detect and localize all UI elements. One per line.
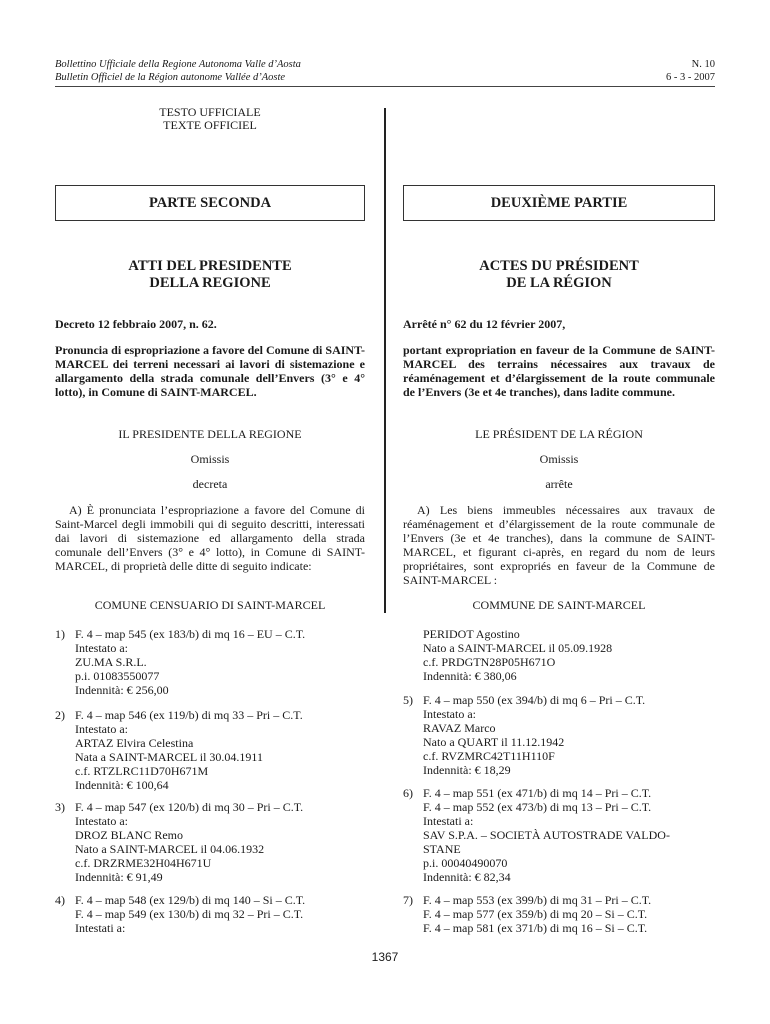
verb-right: arrête: [545, 477, 573, 491]
parcel-line: F. 4 – map 577 (ex 359/b) di mq 20 – Si – C.T.: [423, 907, 648, 921]
issue-date: 6 - 3 - 2007: [666, 72, 715, 83]
parcel-item: [403, 893, 715, 935]
parcel-line: c.f. RTZLRC11D70H671M: [75, 764, 209, 778]
decree-heading-left: Decreto 12 febbraio 2007, n. 62.: [55, 317, 217, 331]
parcel-item: [55, 800, 365, 884]
parcel-line: F. 4 – map 545 (ex 183/b) di mq 16 – EU – C.T.: [75, 627, 306, 641]
part-box-left: PARTE SECONDA: [55, 185, 365, 221]
official-text-label: [55, 106, 365, 132]
parcel-line: Intestato a:: [423, 707, 476, 721]
parcel-owner-continuation: [403, 627, 715, 683]
section-title-right-1: ACTES DU PRÉSIDENT: [479, 258, 639, 274]
authority-left: IL PRESIDENTE DELLA REGIONE: [118, 427, 302, 441]
parcel-item: [403, 693, 715, 777]
parcel-line: Indennità: € 82,34: [423, 870, 511, 884]
parcel-line: F. 4 – map 548 (ex 129/b) di mq 140 – Si – C.T.: [75, 893, 306, 907]
parcel-line: F. 4 – map 546 (ex 119/b) di mq 33 – Pri – C.T.: [75, 708, 303, 722]
section-title-right-2: DE LA RÉGION: [506, 275, 612, 291]
parcel-line: F. 4 – map 550 (ex 394/b) di mq 6 – Pri – C.T.: [423, 693, 646, 707]
authority-right: LE PRÉSIDENT DE LA RÉGION: [475, 427, 643, 441]
parcel-line: Intestato a:: [75, 814, 128, 828]
omissis-left: Omissis: [190, 452, 230, 466]
omissis-right: Omissis: [539, 452, 579, 466]
parcel-line: Nato a SAINT-MARCEL il 05.09.1928: [423, 641, 613, 655]
parcel-line: RAVAZ Marco: [423, 721, 496, 735]
parcel-line: c.f. DRZRME32H04H671U: [75, 856, 212, 870]
parcel-line: PERIDOT Agostino: [423, 627, 520, 641]
section-title-right: [403, 258, 715, 292]
parcel-line: F. 4 – map 553 (ex 399/b) di mq 31 – Pri – C.T.: [423, 893, 652, 907]
parcel-line: c.f. PRDGTN28P05H671O: [423, 655, 556, 669]
bulletin-title-fr: Bulletin Officiel de la Région autonome Vallée d’Aoste: [55, 72, 286, 83]
parcel-number: 3): [55, 800, 65, 814]
parcel-number: 5): [403, 693, 413, 707]
parcel-line: F. 4 – map 549 (ex 130/b) di mq 32 – Pri – C.T.: [75, 907, 304, 921]
parcel-item: [55, 627, 365, 697]
issue-number: N. 10: [691, 59, 715, 70]
parcel-line: DROZ BLANC Remo: [75, 828, 183, 842]
part-box-right: DEUXIÈME PARTIE: [403, 185, 715, 221]
parcel-line: STANE: [423, 842, 461, 856]
parcel-line: Indennità: € 100,64: [75, 778, 169, 792]
page-number: 1367: [371, 950, 399, 964]
parcel-line: Nato a QUART il 11.12.1942: [423, 735, 565, 749]
parcel-number: 1): [55, 627, 65, 641]
parcel-line: Indennità: € 380,06: [423, 669, 517, 683]
census-heading-left: COMUNE CENSUARIO DI SAINT-MARCEL: [94, 598, 326, 612]
column-divider: [384, 108, 386, 613]
section-title-left: [55, 258, 365, 292]
parcel-item: [55, 893, 365, 935]
parcel-line: ARTAZ Elvira Celestina: [75, 736, 194, 750]
verb-left: decreta: [192, 477, 228, 491]
parcel-item: [55, 708, 365, 792]
parcel-line: F. 4 – map 551 (ex 471/b) di mq 14 – Pri – C.T.: [423, 786, 652, 800]
parcel-line: Indennità: € 91,49: [75, 870, 163, 884]
census-heading-right: COMMUNE DE SAINT-MARCEL: [472, 598, 646, 612]
paragraph-a-right: A) Les biens immeubles nécessaires aux travaux de réaménagement et d’élargissement de la route communale de l’Envers (3e et 4e tranches), dans la commune de SAINT-MARCEL, et figurant ci-après, en regard du nom de leurs propriétaires, sont expropriés en faveur de la Commune de SAINT-MARCEL :: [403, 503, 715, 587]
parcel-line: Indennità: € 256,00: [75, 683, 169, 697]
bulletin-title-it: Bollettino Ufficiale della Regione Autonoma Valle d’Aosta: [55, 59, 301, 70]
parcel-line: p.i. 01083550077: [75, 669, 160, 683]
bulletin-title: [55, 58, 301, 84]
parcel-line: Intestato a:: [75, 641, 128, 655]
parcel-line: Intestato a:: [75, 722, 128, 736]
parcel-line: Intestati a:: [423, 814, 474, 828]
parcel-line: Nata a SAINT-MARCEL il 30.04.1911: [75, 750, 263, 764]
decree-heading-right: Arrêté n° 62 du 12 février 2007,: [403, 317, 566, 331]
parcel-line: ZU.MA S.R.L.: [75, 655, 147, 669]
section-title-left-2: DELLA REGIONE: [149, 275, 271, 291]
parcel-line: F. 4 – map 552 (ex 473/b) di mq 13 – Pri – C.T.: [423, 800, 652, 814]
issue-info: [666, 58, 715, 84]
parcel-line: Indennità: € 18,29: [423, 763, 511, 777]
testo-ufficiale: TESTO UFFICIALE: [159, 105, 261, 119]
parcel-line: SAV S.P.A. – SOCIETÀ AUTOSTRADE VALDO-: [423, 828, 670, 842]
parcel-line: Intestati a:: [75, 921, 126, 935]
decree-summary-left: Pronuncia di espropriazione a favore del Comune di SAINT-MARCEL dei terreni necessari ai lavori di sistemazione e allargamento della strada comunale dell’Envers (3° e 4° lotto), in Comune di SAINT-MARCEL.: [55, 343, 365, 399]
parcel-number: 7): [403, 893, 413, 907]
parcel-line: c.f. RVZMRC42T11H110F: [423, 749, 555, 763]
parcel-line: Nato a SAINT-MARCEL il 04.06.1932: [75, 842, 265, 856]
parcel-item: [403, 786, 715, 884]
parcel-line: p.i. 00040490070: [423, 856, 508, 870]
parcel-number: 4): [55, 893, 65, 907]
parcel-number: 6): [403, 786, 413, 800]
texte-officiel: TEXTE OFFICIEL: [163, 118, 257, 132]
parcel-line: F. 4 – map 547 (ex 120/b) di mq 30 – Pri – C.T.: [75, 800, 304, 814]
parcel-number: 2): [55, 708, 65, 722]
decree-summary-right: portant expropriation en faveur de la Commune de SAINT-MARCEL des terrains nécessaires aux travaux de réaménagement et d’élargissement de la route communale de l’Envers (3e et 4e tranches), dans ladite commune.: [403, 343, 715, 399]
paragraph-a-left: A) È pronunciata l’espropriazione a favore del Comune di Saint-Marcel degli immobili qui di seguito descritti, interessati dai lavori di sistemazione ed allargamento della strada comunale dell’Envers (3° e 4° lotto), in Comune di SAINT-MARCEL, di proprietà delle ditte di seguito indicate:: [55, 503, 365, 573]
parcel-line: F. 4 – map 581 (ex 371/b) di mq 16 – Si – C.T.: [423, 921, 648, 935]
header-divider: [55, 86, 715, 87]
section-title-left-1: ATTI DEL PRESIDENTE: [128, 258, 292, 274]
